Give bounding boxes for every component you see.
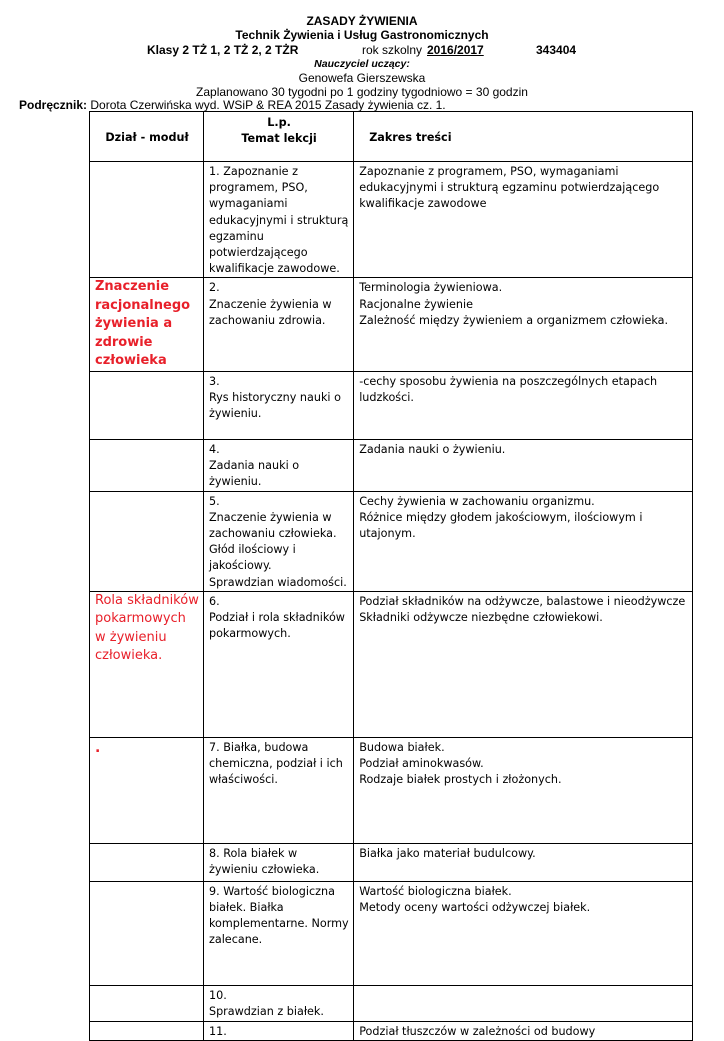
module-cell [90, 843, 204, 881]
scope-cell [354, 278, 693, 372]
scope-line: Różnice między głodem jakościowym, ilościowym i utajonym. [359, 510, 643, 540]
table-row [90, 881, 693, 985]
table-row [90, 1021, 693, 1040]
module-cell [90, 881, 204, 985]
scope-cell [354, 439, 693, 491]
scope-line: Racjonalne żywienie [359, 297, 473, 311]
scope-cell [354, 591, 693, 737]
scope-line: Podział składników na odżywcze, balastowe i nieodżywcze [359, 594, 686, 608]
topic-cell [203, 985, 353, 1021]
scope-line: Metody oceny wartości odżywczej białek. [359, 900, 591, 914]
classes-label: Klasy 2 TŻ 1, 2 TŻ 2, 2 TŻR [147, 43, 299, 57]
school-year-value: 2016/2017 [427, 43, 484, 57]
topic-cell: 1. Zapoznanie z programem, PSO, wymaganiami edukacyjnymi i strukturą egzaminu potwierdzającego kwalifikacje zawodowe. [203, 162, 353, 278]
module-cell [90, 439, 204, 491]
header-scope: Zakres treści [354, 112, 693, 162]
scope-line: Podział tłuszczów w zależności od budowy [359, 1024, 596, 1038]
scope-line: Podział aminokwasów. [359, 756, 484, 770]
plan-info: Zaplanowano 30 tygodni po 1 godziny tygodniowo = 30 godzin [196, 85, 528, 99]
module-cell [90, 162, 204, 278]
module-cell [90, 985, 204, 1021]
module-marker: . [95, 739, 101, 756]
topic-cell [203, 371, 353, 439]
scope-line: Wartość biologiczna białek. [359, 884, 512, 898]
lesson-number: 5. [208, 494, 220, 508]
teacher-label: Nauczyciel uczący: [314, 58, 410, 70]
curriculum-table [89, 111, 693, 1041]
lesson-topic: Znaczenie żywienia w zachowaniu zdrowia. [208, 297, 332, 327]
module-cell [90, 591, 204, 737]
textbook-info [19, 98, 446, 112]
scope-line: -cechy sposobu żywienia na poszczególnych etapach ludzkości. [359, 374, 658, 405]
header-topic [203, 112, 353, 162]
lesson-topic: Zadania nauki o żywieniu. [208, 459, 300, 489]
module-title: Znaczenie racjonalnego żywienia a zdrowie człowieka [95, 279, 191, 369]
table-row [90, 591, 693, 737]
lesson-number: 10. [208, 988, 227, 1002]
lesson-topic: Znaczenie żywienia w zachowaniu człowieka. [208, 510, 337, 540]
table-row [90, 278, 693, 372]
topic-cell: 9. Wartość biologiczna białek. Białka komplementarne. Normy zalecane. [203, 881, 353, 985]
class-info-row [0, 43, 724, 59]
document-title: ZASADY ŻYWIENIA [306, 14, 418, 28]
scope-cell [354, 162, 693, 278]
header-topic-label: Temat lekcji [241, 132, 317, 146]
lesson-number: 2. [208, 281, 220, 295]
scope-cell [354, 737, 693, 843]
scope-cell [354, 843, 693, 881]
teacher-name: Genowefa Gierszewska [298, 71, 426, 85]
module-cell [90, 278, 204, 372]
scope-cell [354, 985, 693, 1021]
table-row [90, 737, 693, 843]
scope-line: Białka jako materiał budulcowy. [359, 846, 536, 860]
table-row [90, 162, 693, 278]
textbook-value: Dorota Czerwińska wyd. WSiP & REA 2015 Zasady żywienia cz. 1. [90, 98, 446, 112]
school-year-label: rok szkolny [362, 43, 423, 57]
table-row [90, 371, 693, 439]
scope-cell [354, 371, 693, 439]
lesson-topic: Sprawdzian wiadomości. [208, 575, 347, 589]
lesson-number: 6. [208, 594, 220, 608]
document-subtitle: Technik Żywienia i Usług Gastronomicznych [235, 28, 489, 42]
table-row [90, 843, 693, 881]
scope-line: Terminologia żywieniowa. [359, 281, 503, 295]
topic-cell [203, 439, 353, 491]
scope-cell [354, 881, 693, 985]
scope-line: Składniki odżywcze niezbędne człowiekowi. [359, 610, 603, 624]
topic-cell [203, 278, 353, 372]
topic-cell: 8. Rola białek w żywieniu człowieka. [203, 843, 353, 881]
table-header-row [90, 112, 693, 162]
scope-line: Rodzaje białek prostych i złożonych. [359, 773, 562, 787]
scope-line: Zadania nauki o żywieniu. [359, 442, 506, 456]
lesson-topic: Głód ilościowy i jakościowy. [208, 543, 296, 573]
table-row [90, 491, 693, 591]
table-row [90, 439, 693, 491]
scope-line: Cechy żywienia w zachowaniu organizmu. [359, 494, 595, 508]
scope-cell [354, 491, 693, 591]
module-cell [90, 737, 204, 843]
module-cell [90, 371, 204, 439]
header-module: Dział - moduł [90, 112, 204, 162]
topic-cell: 11. [203, 1021, 353, 1040]
scope-cell [354, 1021, 693, 1040]
header-lp: L.p. [267, 116, 291, 129]
lesson-number: 4. [208, 442, 220, 456]
scope-line: Budowa białek. [359, 740, 445, 754]
textbook-label: Podręcznik: [19, 98, 88, 112]
lesson-topic: Sprawdzian z białek. [208, 1004, 324, 1018]
lesson-topic: Podział i rola składników pokarmowych. [208, 610, 345, 641]
module-cell [90, 491, 204, 591]
topic-cell [203, 591, 353, 737]
topic-cell [203, 491, 353, 591]
program-code: 343404 [536, 43, 577, 57]
lesson-topic: Rys historyczny nauki o żywieniu. [208, 391, 341, 421]
table-row [90, 985, 693, 1021]
module-title: Rola składników pokarmowych w żywieniu człowieka. [95, 592, 199, 664]
topic-cell: 7. Białka, budowa chemiczna, podział i ich właściwości. [203, 737, 353, 843]
scope-line: Zależność między żywieniem a organizmem człowieka. [359, 313, 669, 327]
lesson-number: 3. [208, 374, 220, 388]
scope-line: Zapoznanie z programem, PSO, wymaganiami edukacyjnymi i strukturą egzaminu potwierdzającego kwalifikacje zawodowe [359, 165, 660, 211]
module-cell [90, 1021, 204, 1040]
